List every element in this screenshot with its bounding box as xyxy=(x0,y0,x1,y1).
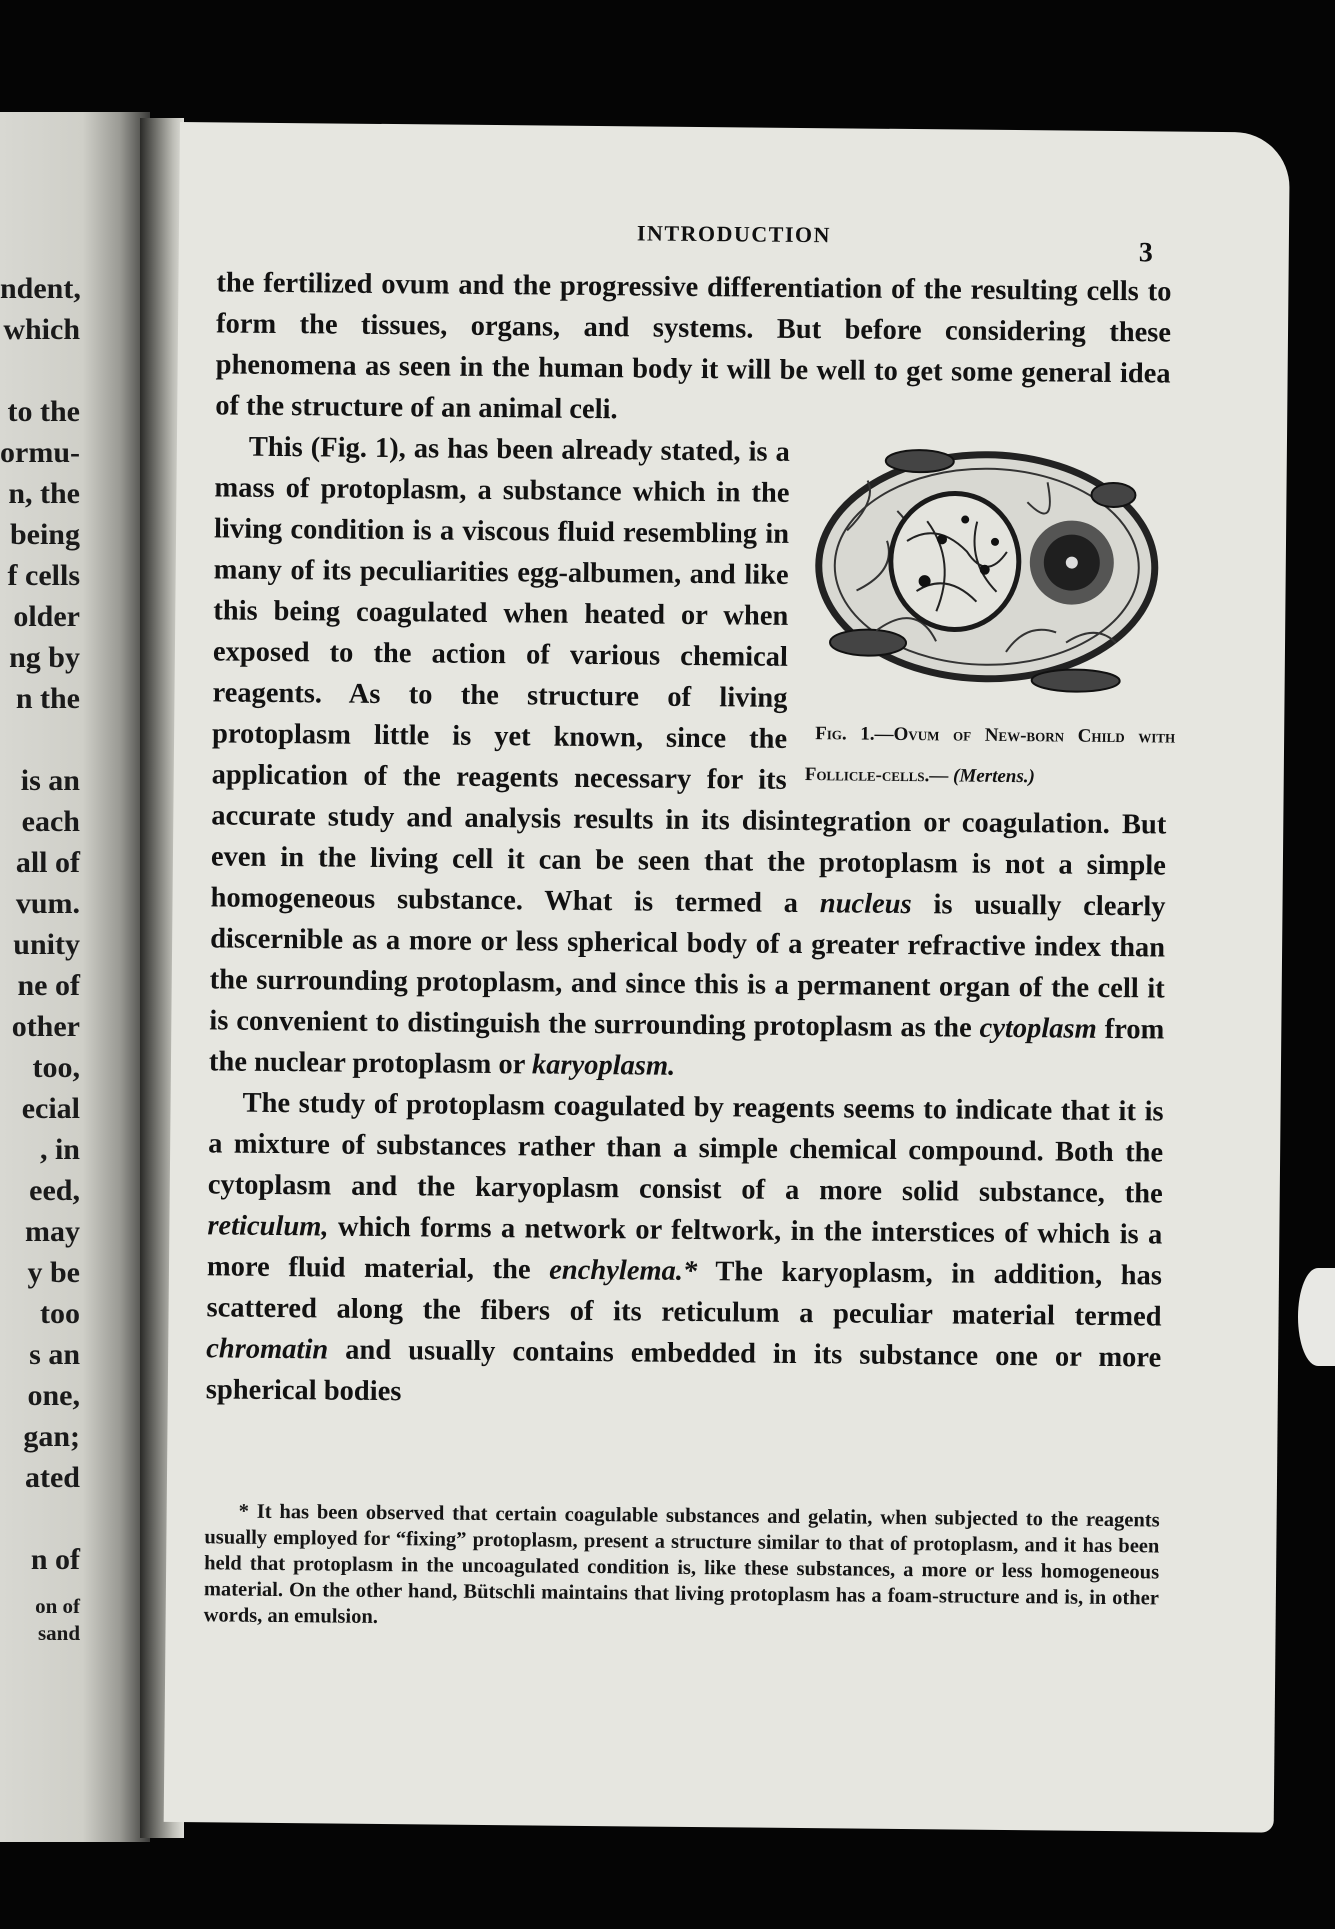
page-edge-smudge xyxy=(1298,1268,1335,1366)
facing-page-line: f cells xyxy=(7,559,80,592)
paragraph-3-text-c: The karyoplasm, in addition, has scattered along the fibers of its reticulum a peculiar material termed xyxy=(206,1256,1163,1333)
facing-page-line: ated xyxy=(25,1461,80,1494)
facing-page-footnote-line: sand xyxy=(37,1621,80,1645)
facing-page-line: all of xyxy=(15,846,80,879)
facing-page-footnote-line: on of xyxy=(35,1594,80,1618)
facing-page-line: ndent, xyxy=(0,272,81,305)
term-karyoplasm: karyoplasm. xyxy=(531,1049,676,1082)
caption-credit: (Mertens.) xyxy=(952,765,1035,788)
term-cytoplasm: cytoplasm xyxy=(979,1012,1097,1045)
figure-caption xyxy=(805,723,1176,787)
facing-page-line: older xyxy=(13,600,80,633)
facing-page-line: ecial xyxy=(21,1092,80,1125)
paragraph-3 xyxy=(206,1082,1164,1419)
facing-page-line: s an xyxy=(29,1338,80,1371)
facing-page-line: vum. xyxy=(15,887,80,920)
footnote: * It has been observed that certain coagulable substances and gelatin, when subjected to the reagents usually employed for “fixing” protoplasm, present a structure similar to that of protoplasm, and it has been held that protoplasm in the uncoagulated condition is, like these substances, a more or less homogeneous material. On the other hand, Bütschli maintains that living protoplasm has a foam-structure and is, in other words, an emulsion. xyxy=(203,1500,1160,1628)
paragraph-2-text-b: is usually clearly discernible as a more or less spherical body of a greater refractive index than the surrounding protoplasm, and since this is a permanent organ of the cell it is convenient to distinguish the surrounding protoplasm as the xyxy=(209,889,1166,1044)
facing-page-line: ne of xyxy=(17,969,80,1002)
facing-page-line: to the xyxy=(7,395,80,428)
facing-page-line: ng by xyxy=(9,641,80,674)
paragraph-2-text-a: This (Fig. 1), as has been already stated, is a mass of protoplasm, a substance which in the living condition is a viscous fluid resembling in many of its peculiarities egg-albumen, and like this being coagulated when heated or when exposed to the action of various chemical reagents. As to the structure of living protoplasm little is yet known, since the application of the reagents necessary for its accurate study and analysis results in its disintegration or coagulation. But even in the living cell it can be seen that the protoplasm is not a simple homogeneous substance. What is termed a xyxy=(210,431,1167,920)
running-header: INTRODUCTION xyxy=(636,220,832,248)
term-chromatin: chromatin xyxy=(206,1333,329,1366)
facing-page xyxy=(0,112,150,1842)
paragraph-3-text-d: and usually contains embedded in its substance one or more spherical bodies xyxy=(205,1334,1162,1408)
facing-page-line: ormu- xyxy=(0,436,80,469)
facing-page-line: being xyxy=(9,518,80,551)
term-reticulum: reticulum, xyxy=(207,1210,329,1243)
facing-page-line: too xyxy=(40,1297,80,1330)
ovum-illustration xyxy=(805,440,1168,713)
facing-page-line: eed, xyxy=(29,1174,80,1207)
figure-1 xyxy=(805,440,1178,796)
facing-page-line: is an xyxy=(20,764,80,797)
facing-page-line: n, the xyxy=(8,477,80,510)
facing-page-line: may xyxy=(25,1215,80,1248)
book-page xyxy=(164,122,1290,1833)
term-enchylema: enchylema.* xyxy=(549,1254,698,1288)
facing-page-line: unity xyxy=(13,928,80,961)
facing-page-line: too, xyxy=(32,1051,80,1084)
caption-title: Fig. 1.—Ovum of New-born Child with Follicle-cells.— xyxy=(804,723,1176,787)
facing-page-line: n the xyxy=(15,682,80,715)
facing-page-line: n of xyxy=(30,1543,80,1576)
term-nucleus: nucleus xyxy=(819,888,912,921)
paragraph-1: the fertilized ovum and the progressive differentiation of the resulting cells to form the tissues, organs, and systems. But before considering these phenomena as seen in the human body it will be well to get some general idea of the structure of an animal celi. xyxy=(215,267,1172,426)
paragraph-3-text-b: which forms a network or feltwork, in the interstices of which is a more fluid material, the xyxy=(206,1211,1163,1286)
facing-page-line: each xyxy=(21,805,80,838)
facing-page-line: , in xyxy=(39,1133,80,1166)
facing-page-line: which xyxy=(3,313,80,346)
facing-page-line: one, xyxy=(27,1379,80,1412)
paragraph-3-text-a: The study of protoplasm coagulated by reagents seems to indicate that it is a mixture of substances rather than a simple chemical compound. Both the cytoplasm and the karyoplasm consist of a more solid substance, the xyxy=(207,1087,1164,1210)
paragraph-2 xyxy=(208,426,1176,1091)
facing-page-line: other xyxy=(11,1010,80,1043)
page-number: 3 xyxy=(1138,237,1153,269)
paragraph-2-text-c: from the nuclear protoplasm or xyxy=(208,1013,1165,1081)
facing-page-line: y be xyxy=(27,1256,80,1289)
facing-page-line: gan; xyxy=(23,1420,80,1453)
body-text xyxy=(205,262,1176,1419)
